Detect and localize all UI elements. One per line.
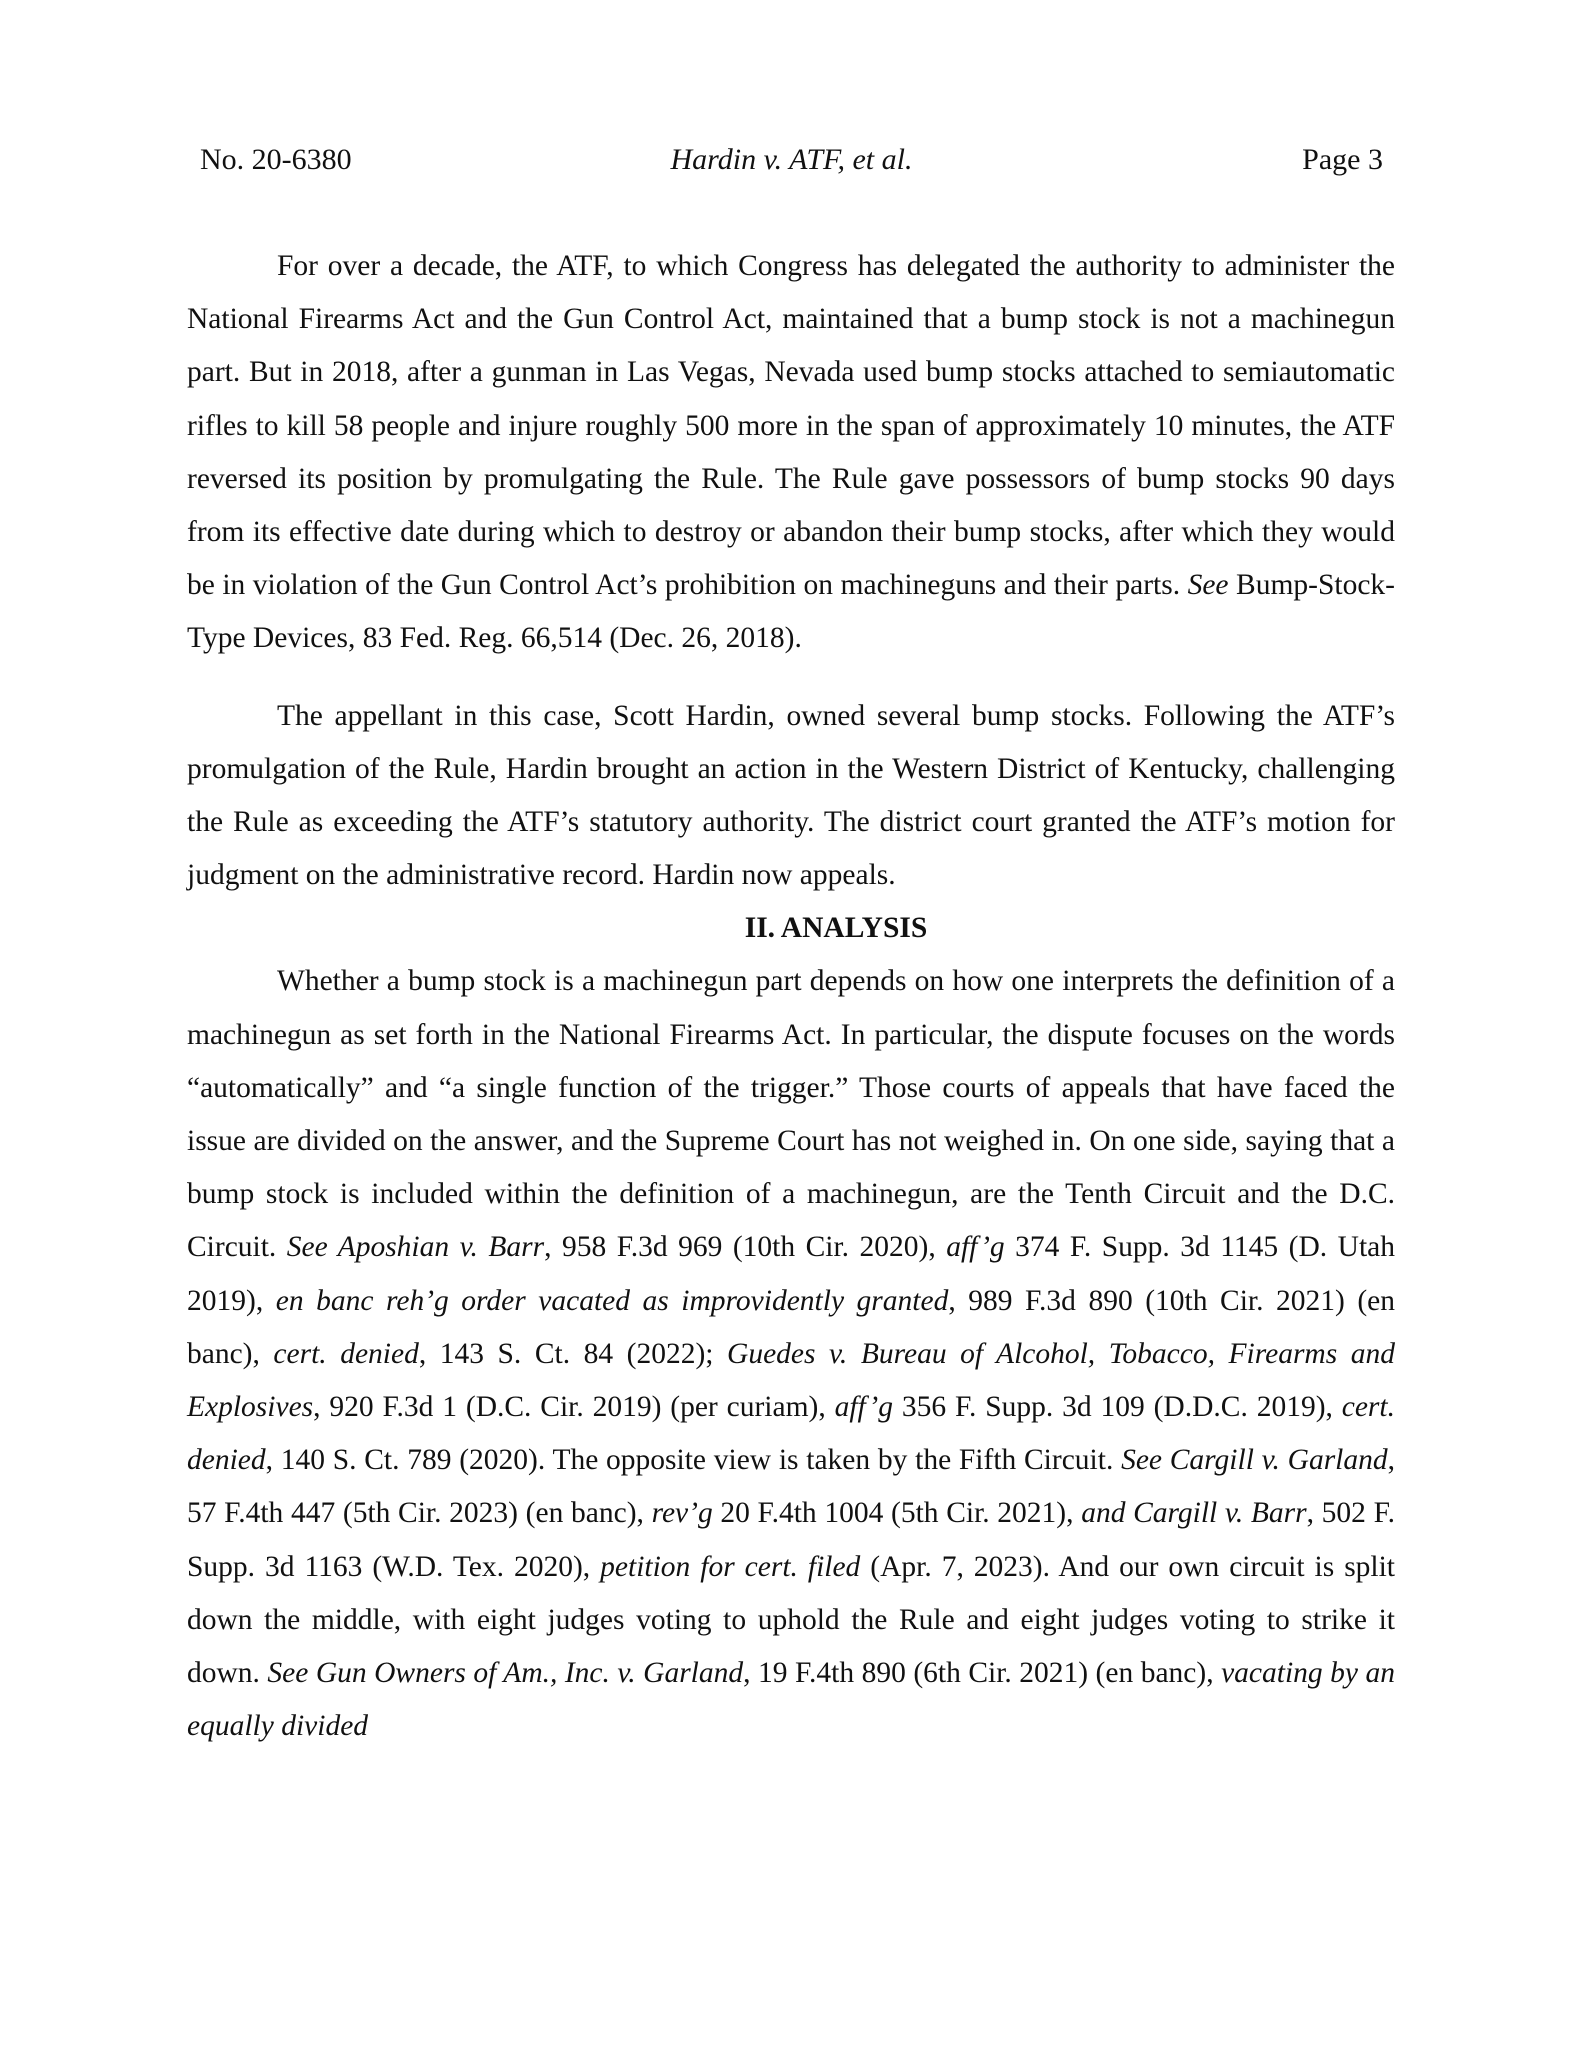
paragraph-background: For over a decade, the ATF, to which Congress has delegated the authority to administer the National Firearms Act and the Gun Control Act, maintained that a bump stock is not a machinegun part. But in 2018, after a gunman in Las Vegas, Nevada used bump stocks attached to semiautomatic rifles to kill 58 people and injure roughly 500 more in the span of approximately 10 minutes, the ATF reversed its position by promulgating the Rule. The Rule gave possessors of bump stocks 90 days from its effective date during which to destroy or abandon their bump stocks, after which they would be in violation of the Gun Control Act’s prohibition on machineguns and their parts. See Bump-Stock-Type Devices, 83 Fed. Reg. 66,514 (Dec. 26, 2018). <box>187 250 1395 655</box>
paragraph-procedural-history: The appellant in this case, Scott Hardin, owned several bump stocks. Following the ATF’s promulgation of the Rule, Hardin brought an action in the Western District of Kentucky, challenging the Rule as exceeding the ATF’s statutory authority. The district court granted the ATF’s motion for judgment on the administrative record. Hardin now appeals. <box>187 699 1395 892</box>
page-header <box>200 140 1383 180</box>
paragraph-analysis: Whether a bump stock is a machinegun part depends on how one interprets the definition of a machinegun as set forth in the National Firearms Act. In particular, the dispute focuses on the words “automatically” and “a single function of the trigger.” Those courts of appeals that have faced the issue are divided on the answer, and the Supreme Court has not weighed in. On one side, saying that a bump stock is included within the definition of a machinegun, are the Tenth Circuit and the D.C. Circuit. See Aposhian v. Barr, 958 F.3d 969 (10th Cir. 2020), aff’g 374 F. Supp. 3d 1145 (D. Utah 2019), en banc reh’g order vacated as improvidently granted, 989 F.3d 890 (10th Cir. 2021) (en banc), cert. denied, 143 S. Ct. 84 (2022); Guedes v. Bureau of Alcohol, Tobacco, Firearms and Explosives, 920 F.3d 1 (D.C. Cir. 2019) (per curiam), aff’g 356 F. Supp. 3d 109 (D.D.C. 2019), cert. denied, 140 S. Ct. 789 (2020). The opposite view is taken by the Fifth Circuit. See Cargill v. Garland, 57 F.4th 447 (5th Cir. 2023) (en banc), rev’g 20 F.4th 1004 (5th Cir. 2021), and Cargill v. Barr, 502 F. Supp. 3d 1163 (W.D. Tex. 2020), petition for cert. filed (Apr. 7, 2023). And our own circuit is split down the middle, with eight judges voting to uphold the Rule and eight judges voting to strike it down. See Gun Owners of Am., Inc. v. Garland, 19 F.4th 890 (6th Cir. 2021) (en banc), vacating by an equally divided <box>187 965 1396 1743</box>
docket-number: No. 20-6380 <box>200 143 352 176</box>
page-number: Page 3 <box>1302 143 1383 176</box>
document-body <box>187 240 1395 1753</box>
case-title: Hardin v. ATF, et al. <box>670 143 913 176</box>
section-heading: II. ANALYSIS <box>744 912 928 945</box>
